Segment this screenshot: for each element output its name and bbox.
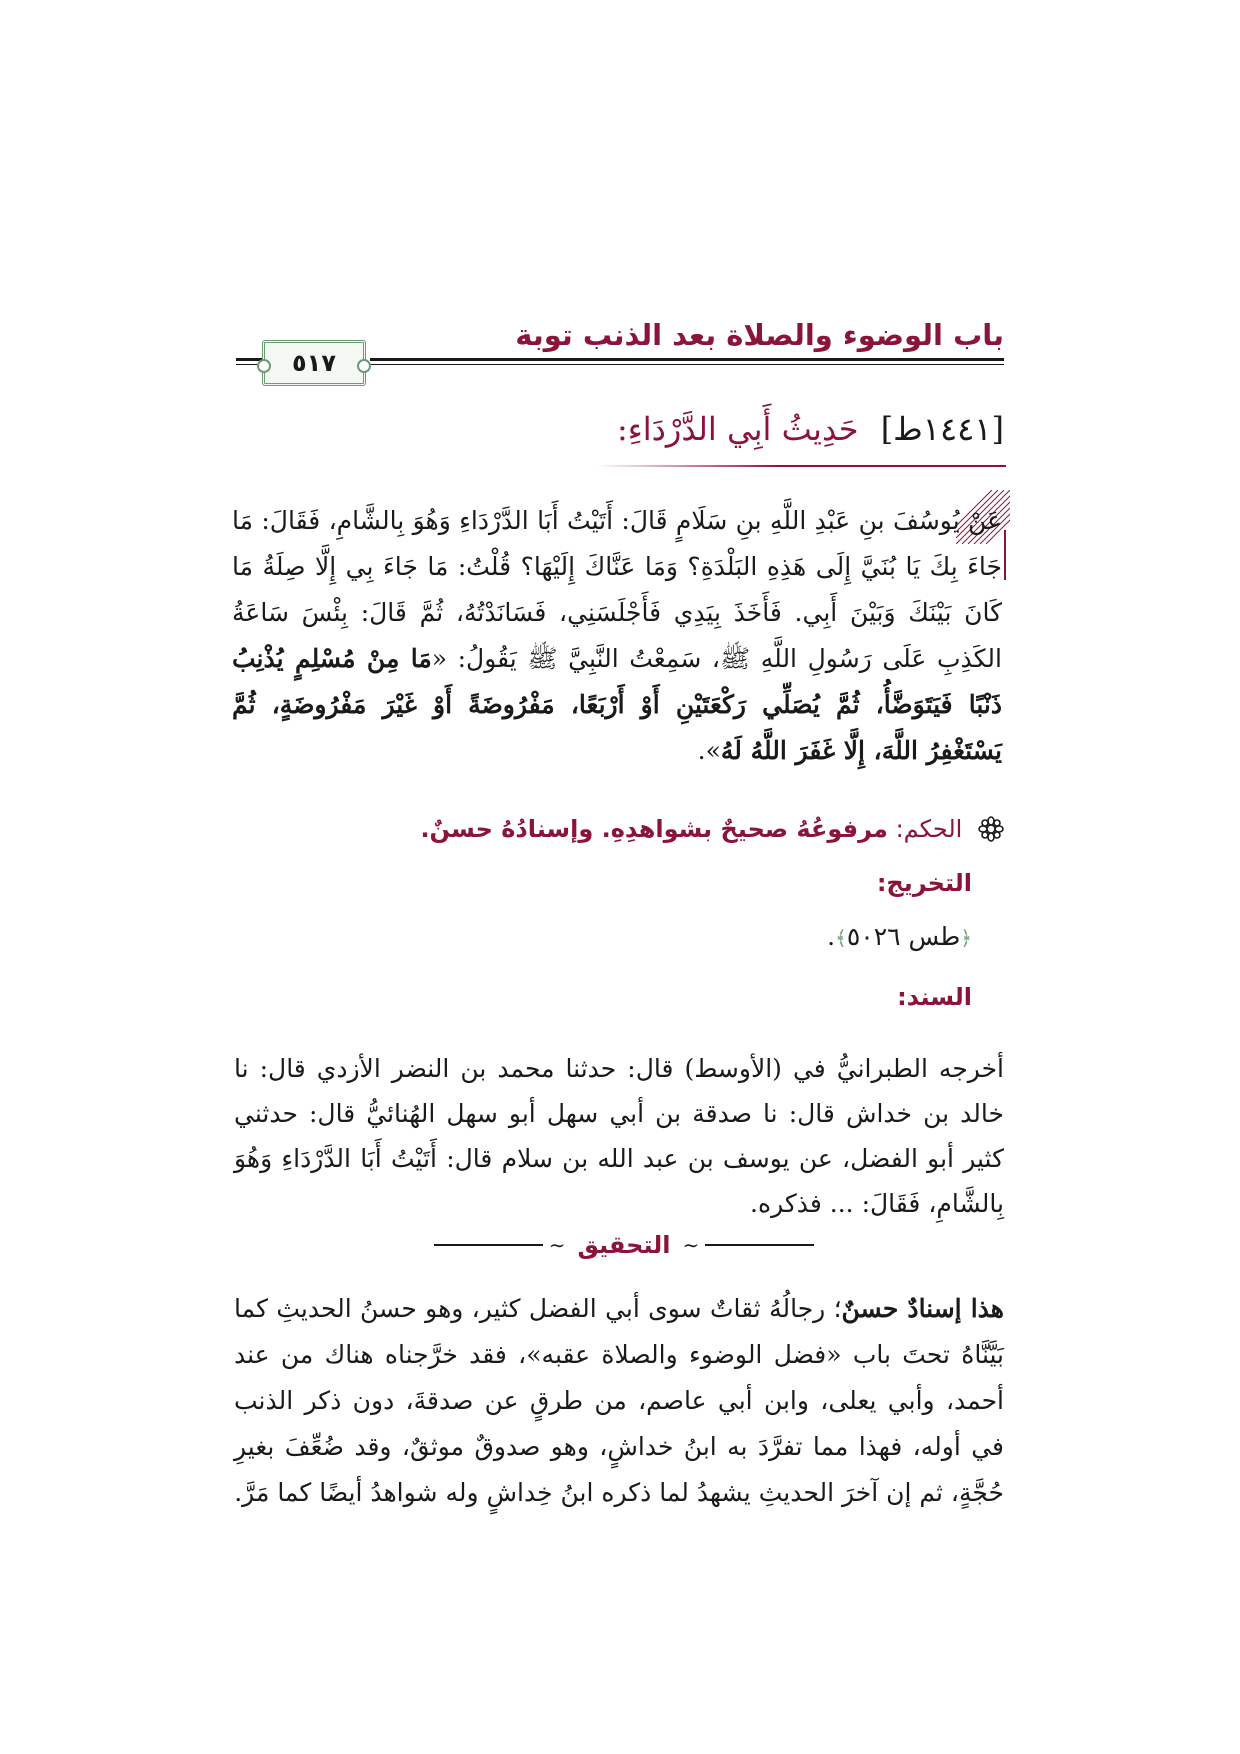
hadith-side-rule: [1004, 530, 1006, 580]
hadith-title: حَدِيثُ أَبِي الدَّرْدَاءِ:: [616, 410, 859, 448]
takhrij-reference: طس ٥٠٢٦: [846, 922, 961, 951]
tahqiq-text: [234, 1286, 1004, 1516]
ruling-label: الحكم:: [895, 815, 963, 843]
takhrij-end: .: [827, 922, 836, 951]
swirl-ornament-icon: ∽: [548, 1233, 566, 1257]
page-number: ٥١٧: [292, 349, 336, 377]
close-bracket: ﴾: [835, 926, 847, 950]
sanad-label: السند:: [897, 983, 972, 1011]
ruling-value: مرفوعُهُ صحيحٌ بشواهدِهِ. وإسنادُهُ حسنٌ.: [420, 815, 888, 843]
tahqiq-lead: هذا إسنادٌ حسنٌ: [841, 1294, 1004, 1323]
hadith-text: [232, 498, 1002, 774]
hadith-prophetic-quote: مَا مِنْ مُسْلِمٍ يُذْنِبُ ذَنْبًا فَيَتَوَضَّأُ، ثُمَّ يُصَلِّي رَكْعَتَيْنِ أَوْ أَرْبَعًا، مَفْرُوضَةً أَوْ غَيْرَ مَفْرُوضَةٍ، ثُمَّ يَسْتَغْفِرُ اللَّهَ، إِلَّا غَفَرَ اللَّهُ لَهُ: [232, 644, 1002, 765]
header-rule: [370, 358, 1004, 365]
open-bracket: ﴿: [960, 926, 972, 950]
tahqiq-body: ؛ رجالُهُ ثقاتٌ سوى أبي الفضل كثير، وهو حسنُ الحديثِ كما بَيَّنَّاهُ تحتَ باب «فضل الوضوء والصلاة عقبه»، فقد خرَّجناه هناك من عند أحمد، وأبي يعلى، وابن أبي عاصم، من طرقٍ عن صدقةَ، دون ذكر الذنب في أوله، فهذا مما تفرَّدَ به ابنُ خداشٍ، وهو صدوقٌ موثقٌ، وقد ضُعِّفَ بغيرِ حُجَّةٍ، ثم إن آخرَ الحديثِ يشهدُ لما ذكره ابنُ خِداشٍ وله شواهدُ أيضًا كما مَرَّ.: [234, 1294, 1004, 1507]
ruling-line: [234, 815, 1004, 843]
tahqiq-label: التحقيق: [577, 1231, 671, 1259]
divider-line-right: [705, 1244, 814, 1246]
takhrij-reference-line: [827, 922, 972, 951]
running-title: باب الوضوء والصلاة بعد الذنب توبة: [515, 318, 1004, 352]
tahqiq-divider: [434, 1225, 814, 1265]
hadith-number: [١٤٤١ط]: [880, 410, 1004, 448]
divider-line-left: [434, 1244, 543, 1246]
takhrij-label: التخريج:: [876, 869, 972, 897]
page-number-badge: [262, 340, 366, 386]
flower-ornament-icon: [978, 816, 1004, 842]
hadith-text-plain: عَنْ يُوسُفَ بنِ عَبْدِ اللَّهِ بنِ سَلَامٍ قَالَ: أَتَيْتُ أَبَا الدَّرْدَاءِ وَهُوَ بِالشَّامِ، فَقَالَ: مَا جَاءَ بِكَ يَا بُنَيَّ إِلَى هَذِهِ البَلْدَةِ؟ وَمَا عَنَّاكَ إِلَيْهَا؟ قُلْتُ: مَا جَاءَ بِي إِلَّا صِلَةُ مَا كَانَ بَيْنَكَ وَبَيْنَ أَبِي. فَأَخَذَ بِيَدِي فَأَجْلَسَنِي، فَسَانَدْتُهُ، ثُمَّ قَالَ: بِئْسَ سَاعَةُ الكَذِبِ عَلَى رَسُولِ اللَّهِ ﷺ، سَمِعْتُ النَّبِيَّ ﷺ يَقُولُ: «: [232, 506, 1002, 673]
swirl-ornament-icon: ∽: [682, 1233, 700, 1257]
hadith-text-end: ».: [697, 736, 721, 765]
heading-underline: [596, 465, 1006, 467]
hadith-heading: [404, 410, 1004, 448]
sanad-text: أخرجه الطبرانيُّ في (الأوسط) قال: حدثنا محمد بن النضر الأزدي قال: نا خالد بن خداش قال: نا صدقة بن أبي سهل أبو سهل الهُنائيُّ قال: حدثني كثير أبو الفضل، عن يوسف بن عبد الله بن سلام قال: أَتَيْتُ أَبَا الدَّرْدَاءِ وَهُوَ بِالشَّامِ، فَقَالَ: ... فذكره.: [234, 1054, 1004, 1218]
